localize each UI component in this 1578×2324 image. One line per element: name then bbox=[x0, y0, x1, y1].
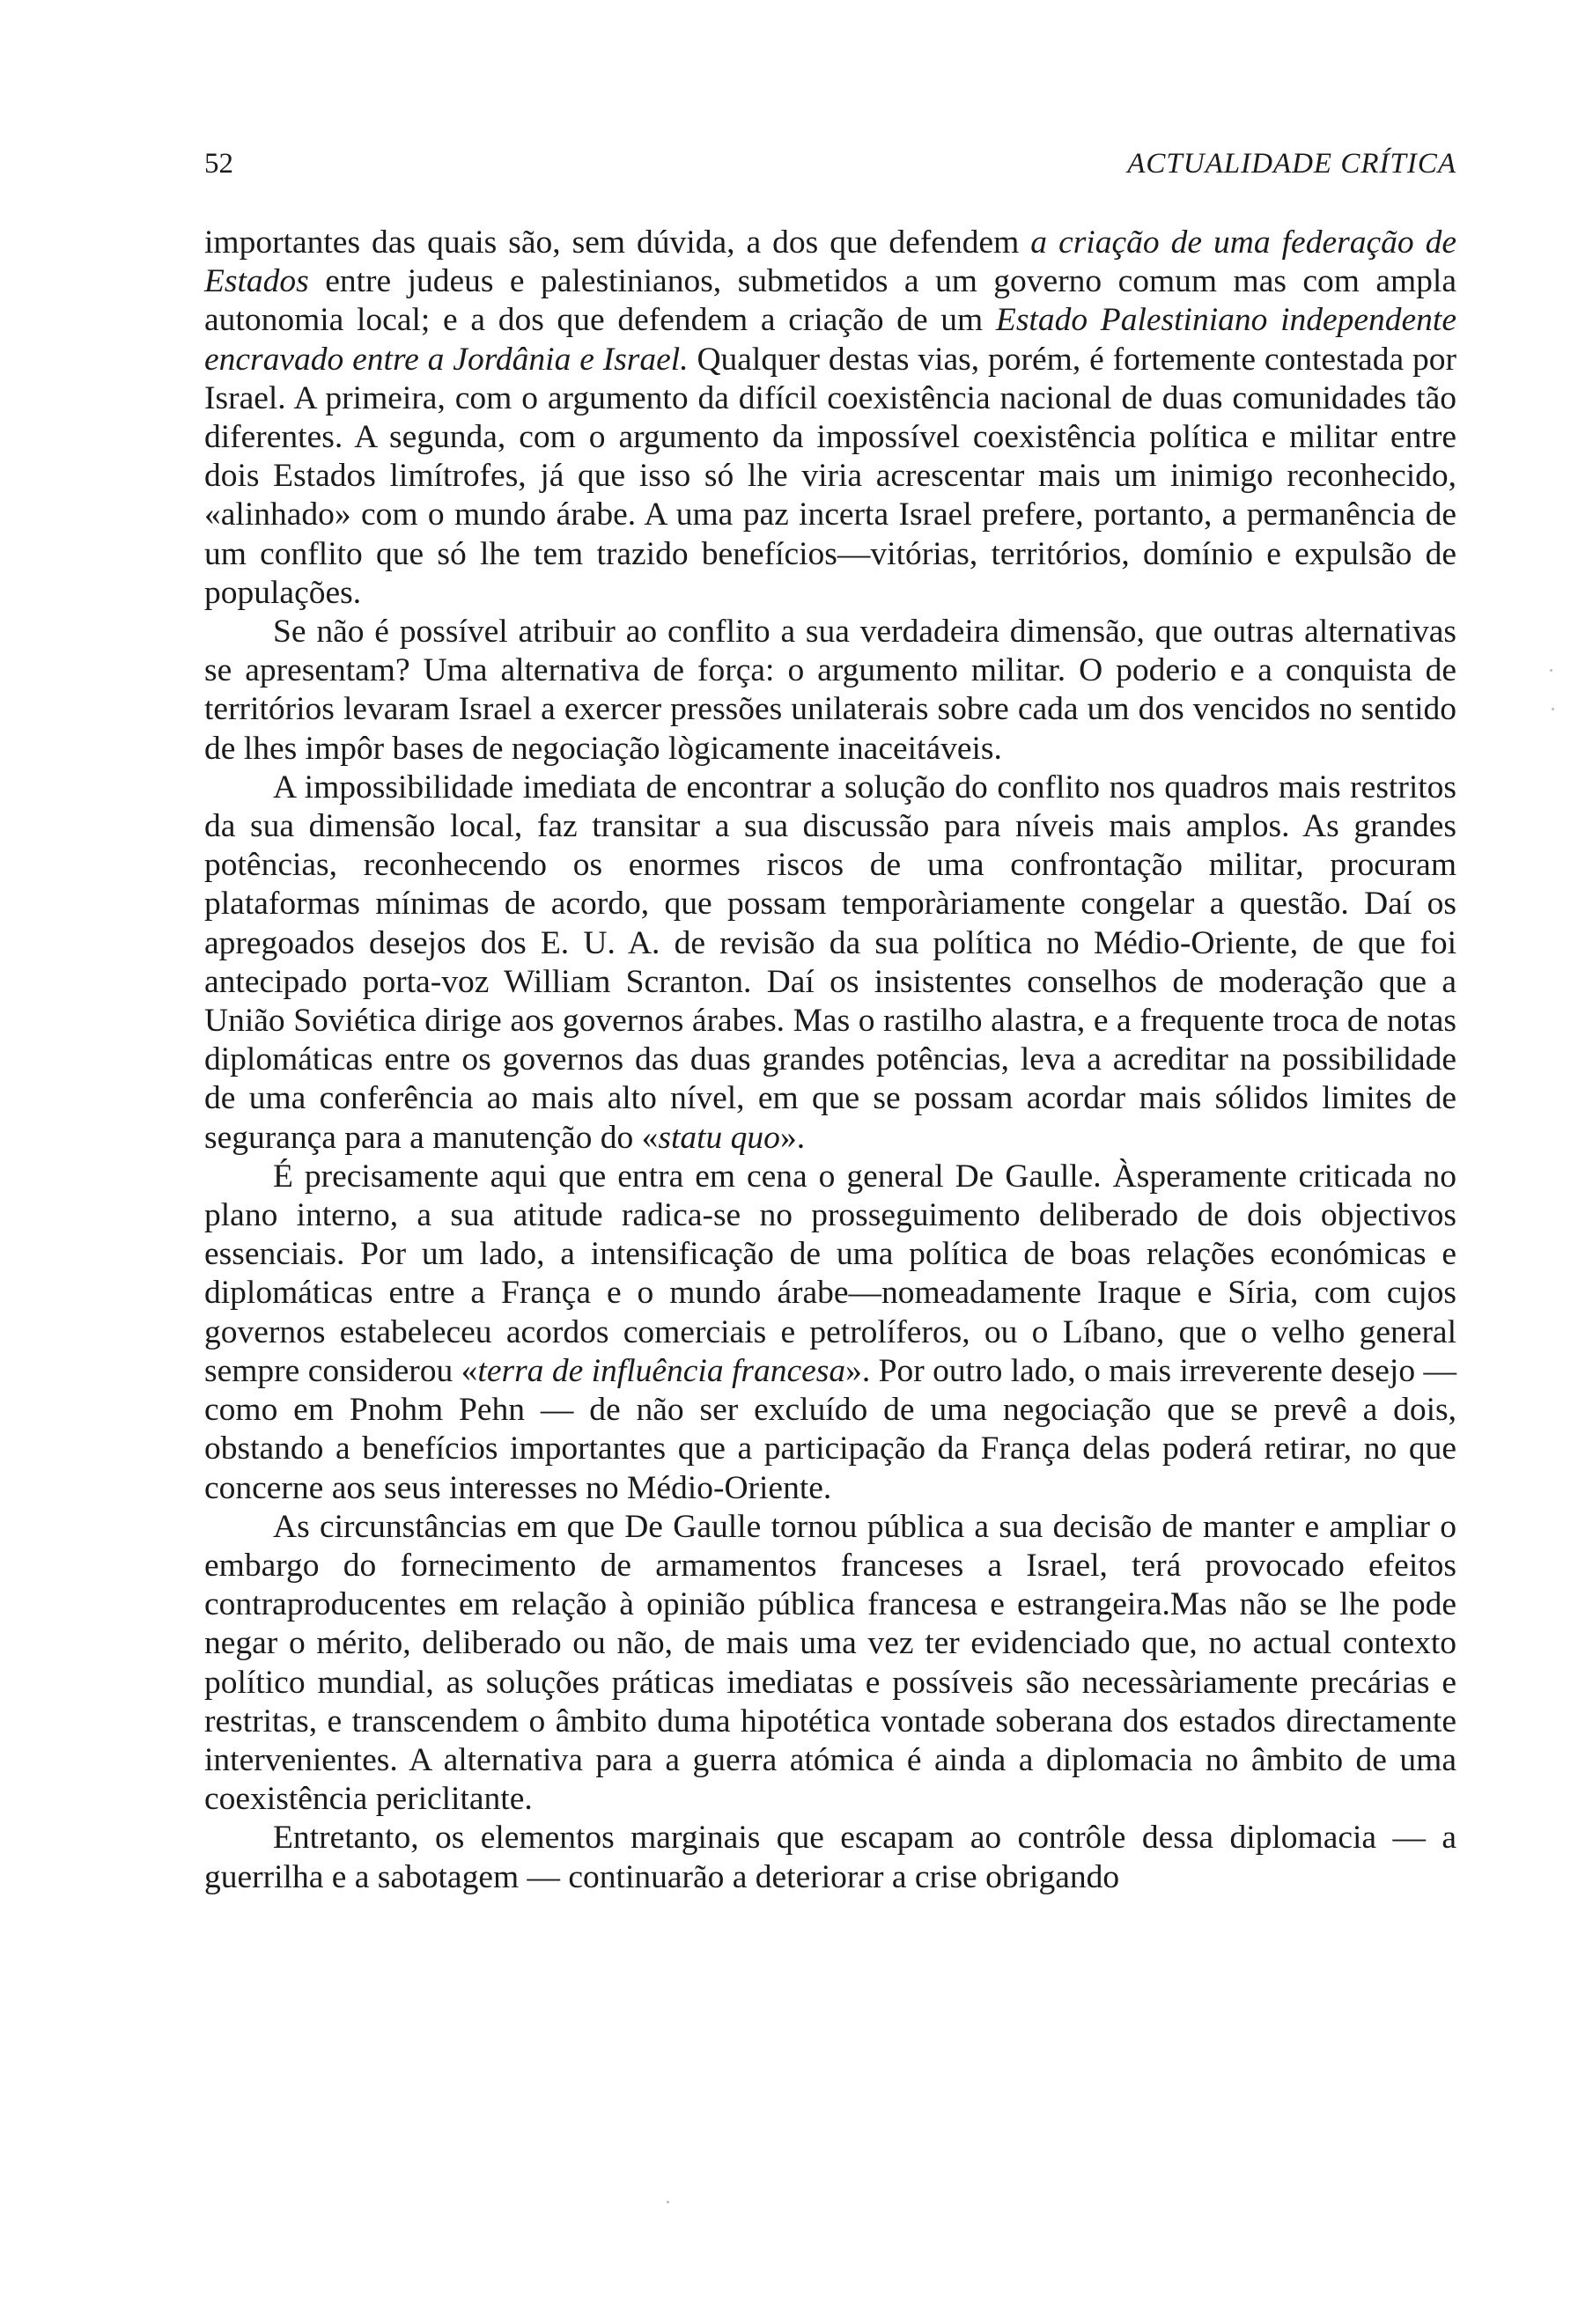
paragraph-2: Se não é possível atribuir ao conflito a sua verdadeira dimensão, que outras alternativas se apresentam? Uma alternativa de força: o argumento militar. O poderio e a conquista de territórios levaram Israel a exercer pressões unilaterais sobre cada um dos vencidos no sentido de lhes impôr bases de negociação lògicamente inaceitáveis. bbox=[204, 614, 1456, 767]
page-number: 52 bbox=[204, 148, 233, 180]
paragraph-4 bbox=[204, 1158, 1456, 1508]
margin-speck bbox=[667, 2201, 669, 2203]
paragraph-3-italic: statu quo bbox=[658, 1119, 780, 1156]
running-header bbox=[204, 148, 1456, 190]
paragraph-3-text-b: ». bbox=[779, 1119, 806, 1156]
book-page bbox=[204, 148, 1456, 1897]
running-title: ACTUALIDADE CRÍTICA bbox=[1127, 148, 1456, 180]
paragraph-1-text-b: entre judeus e palestinianos, submetidos a um governo comum mas com ampla autonomia local; e a dos que defendem a criação de um bbox=[204, 263, 1456, 339]
paragraph-1-text-a: importantes das quais são, sem dúvida, a dos que defendem bbox=[204, 224, 1031, 261]
paragraph-3 bbox=[204, 769, 1456, 1158]
paragraph-1 bbox=[204, 224, 1456, 613]
paragraph-1-italic-a: a criação de uma federação de Estados bbox=[204, 224, 1456, 300]
body-text bbox=[204, 224, 1456, 1897]
margin-speck bbox=[1552, 708, 1554, 710]
paragraph-5: As circunstâncias em que De Gaulle tornou pública a sua decisão de manter e ampliar o embargo do fornecimento de armamentos franceses a Israel, terá provocado efeitos contraproducentes em relação à opinião pública francesa e estrangeira.Mas não se lhe pode negar o mérito, deliberado ou não, de mais uma vez ter evidenciado que, no actual contexto político mundial, as soluções práticas imediatas e possíveis são necessàriamente precárias e restritas, e transcendem o âmbito duma hipotética vontade soberana dos estados directamente intervenientes. A alternativa para a guerra atómica é ainda a diplomacia no âmbito de uma coexistência periclitante. bbox=[204, 1508, 1456, 1818]
paragraph-4-text-a: É precisamente aqui que entra em cena o general De Gaulle. Àsperamente criticada no plano interno, a sua atitude radica-se no prosseguimento deliberado de dois objectivos essenciais. Por um lado, a intensificação de uma política de boas relações económicas e diplomáticas entre a França e o mundo árabe—nomeadamente Iraque e Síria, com cujos governos estabeleceu acordos comerciais e petrolíferos, ou o Líbano, que o velho general sempre considerou « bbox=[204, 1158, 1456, 1389]
paragraph-4-italic: terra de influência francesa bbox=[477, 1352, 846, 1389]
paragraph-3-text-a: A impossibilidade imediata de encontrar a solução do conflito nos quadros mais restritos da sua dimensão local, faz transitar a sua discussão para níveis mais amplos. As grandes potências, reconhecendo os enormes riscos de uma confrontação militar, procuram plataformas mínimas de acordo, que possam temporàriamente congelar a questão. Daí os apregoados desejos dos E. U. A. de revisão da sua política no Médio-Oriente, de que foi antecipado porta-voz William Scranton. Daí os insistentes conselhos de moderação que a União Soviética dirige aos governos árabes. Mas o rastilho alastra, e a frequente troca de notas diplomáticas entre os governos das duas grandes potências, leva a acreditar na possibilidade de uma conferência ao mais alto nível, em que se possam acordar mais sólidos limites de segurança para a manutenção do « bbox=[204, 769, 1456, 1156]
paragraph-6: Entretanto, os elementos marginais que escapam ao contrôle dessa diplomacia — a guerrilha e a sabotagem — continuarão a deteriorar a crise obrigando bbox=[204, 1820, 1456, 1895]
margin-speck bbox=[1550, 669, 1552, 672]
paragraph-1-italic-b: Estado Palestiniano independente encravado entre a Jordânia e Israel. bbox=[204, 302, 1456, 378]
paragraph-1-text-c: Qualquer destas vias, porém, é fortemente contestada por Israel. A primeira, com o argumento da difícil coexistência nacional de duas comunidades tão diferentes. A segunda, com o argumento da impossível coexistência política e militar entre dois Estados limítrofes, já que isso só lhe viria acrescentar mais um inimigo reconhecido, «alinhado» com o mundo árabe. A uma paz incerta Israel prefere, portanto, a permanência de um conflito que só lhe tem trazido benefícios—vitórias, territórios, domínio e expulsão de populações. bbox=[204, 341, 1456, 611]
paragraph-4-text-b: ». Por outro lado, o mais irreverente desejo — como em Pnohm Pehn — de não ser excluído de uma negociação que se prevê a dois, obstando a benefícios importantes que a participação da França delas poderá retirar, no que concerne aos seus interesses no Médio-Oriente. bbox=[204, 1352, 1456, 1506]
